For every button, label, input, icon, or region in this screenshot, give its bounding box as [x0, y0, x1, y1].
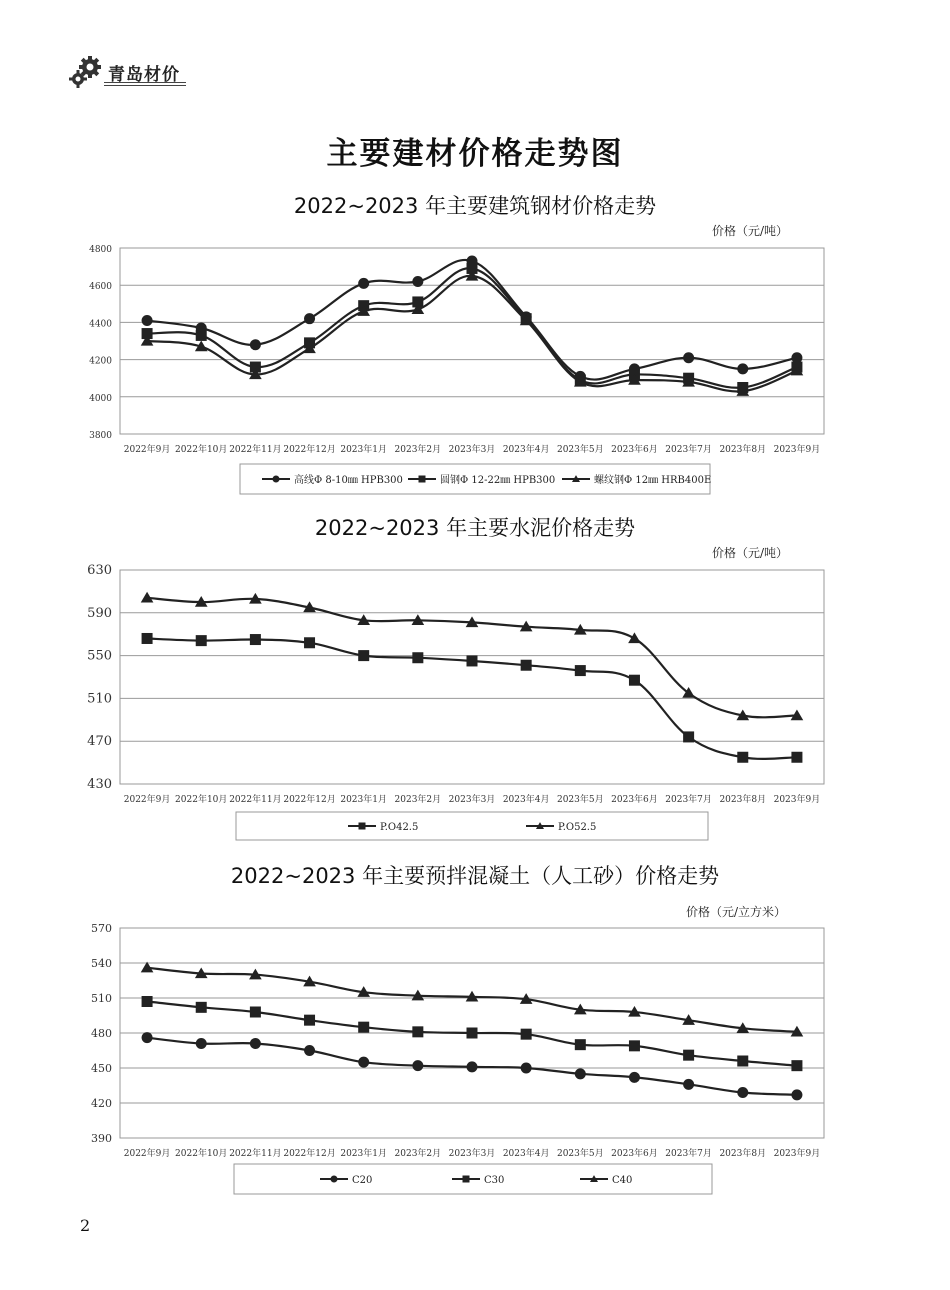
legend-marker: [359, 823, 366, 830]
x-tick-label: 2022年9月: [123, 1149, 171, 1159]
y-tick-label: 470: [87, 734, 112, 750]
x-tick-label: 2023年8月: [719, 1149, 767, 1159]
legend-marker: [273, 476, 280, 483]
data-point: [412, 1060, 423, 1071]
x-tick-label: 2023年5月: [556, 1149, 604, 1159]
data-point: [683, 731, 694, 742]
cement-chart-title: 2022~2023 年主要水泥价格走势: [314, 516, 636, 540]
x-tick-label: 2023年3月: [448, 1149, 496, 1159]
y-tick-label: 390: [91, 1132, 112, 1145]
data-point: [737, 1056, 748, 1067]
page-title: 主要建材价格走势图: [326, 136, 624, 172]
data-point: [521, 1063, 532, 1074]
x-tick-label: 2023年1月: [340, 1149, 388, 1159]
data-point: [737, 752, 748, 763]
data-point: [250, 339, 261, 350]
x-tick-label: 2022年9月: [123, 445, 171, 455]
x-tick-label: 2023年7月: [665, 445, 712, 455]
data-point: [142, 315, 153, 326]
legend-label: C40: [612, 1175, 633, 1186]
y-tick-label: 3800: [89, 431, 112, 441]
x-tick-label: 2022年12月: [283, 795, 336, 805]
y-tick-label: 450: [91, 1062, 112, 1075]
y-tick-label: 4600: [89, 282, 112, 293]
x-tick-label: 2023年6月: [611, 1149, 658, 1159]
concrete-chart-unit: 价格（元/立方米）: [686, 905, 787, 919]
legend: [240, 464, 711, 494]
y-tick-label: 420: [91, 1097, 112, 1110]
data-point: [467, 655, 478, 666]
y-tick-label: 570: [91, 922, 112, 935]
data-point: [358, 650, 369, 661]
data-point: [304, 1015, 315, 1026]
data-point: [629, 675, 640, 686]
y-tick-label: 550: [87, 648, 112, 664]
x-tick-label: 2023年2月: [394, 795, 442, 805]
data-point: [196, 1002, 207, 1013]
concrete-price-chart: [0, 916, 950, 1198]
data-point: [196, 330, 207, 341]
legend-marker: [463, 1176, 470, 1183]
x-tick-label: 2023年5月: [556, 445, 604, 455]
x-tick-label: 2023年4月: [502, 445, 550, 455]
data-point: [575, 1039, 586, 1050]
data-point: [683, 1079, 694, 1090]
data-point: [304, 637, 315, 648]
data-point: [521, 660, 532, 671]
header-rule: [104, 85, 186, 86]
x-tick-label: 2023年6月: [611, 795, 658, 805]
legend-label: P.O52.5: [558, 822, 597, 833]
y-tick-label: 480: [91, 1027, 112, 1040]
data-point: [683, 352, 694, 363]
data-point: [412, 652, 423, 663]
x-tick-label: 2023年1月: [340, 795, 388, 805]
data-point: [250, 634, 261, 645]
data-point: [142, 996, 153, 1007]
data-point: [791, 1089, 802, 1100]
x-tick-label: 2023年7月: [665, 1149, 712, 1159]
data-point: [575, 1068, 586, 1079]
data-point: [142, 633, 153, 644]
gear-icon: [68, 54, 104, 90]
x-tick-label: 2023年3月: [448, 445, 496, 455]
x-tick-label: 2022年11月: [229, 795, 282, 805]
data-point: [791, 752, 802, 763]
data-point: [629, 1040, 640, 1051]
legend-label: 高线Φ 8-10㎜ HPB300: [294, 475, 403, 486]
x-tick-label: 2023年4月: [502, 795, 550, 805]
data-point: [142, 1032, 153, 1043]
legend-label: 圆钢Φ 12-22㎜ HPB300: [440, 475, 556, 486]
cement-price-chart: [0, 558, 950, 842]
y-tick-label: 4000: [89, 393, 112, 404]
x-tick-label: 2023年9月: [773, 445, 821, 455]
x-tick-label: 2023年6月: [611, 445, 658, 455]
legend-label: P.O42.5: [380, 822, 419, 833]
data-point: [250, 1007, 261, 1018]
data-point: [304, 313, 315, 324]
x-tick-label: 2022年9月: [123, 795, 171, 805]
data-point: [521, 1029, 532, 1040]
x-tick-label: 2023年1月: [340, 445, 388, 455]
x-tick-label: 2023年2月: [394, 445, 442, 455]
legend-label: C20: [352, 1175, 373, 1186]
steel-chart-title: 2022~2023 年主要建筑钢材价格走势: [293, 194, 657, 218]
data-point: [683, 1050, 694, 1061]
x-tick-label: 2023年8月: [719, 795, 767, 805]
y-tick-label: 510: [87, 691, 112, 707]
data-point: [737, 363, 748, 374]
y-tick-label: 4400: [89, 319, 112, 330]
data-point: [629, 1072, 640, 1083]
data-point: [467, 1028, 478, 1039]
legend-label: 螺纹钢Φ 12㎜ HRB400E: [594, 475, 712, 486]
y-tick-label: 510: [91, 992, 112, 1005]
data-point: [575, 665, 586, 676]
cement-chart-unit: 价格（元/吨）: [712, 546, 789, 560]
x-tick-label: 2022年12月: [283, 1149, 336, 1159]
y-tick-label: 590: [87, 605, 112, 621]
legend-marker: [331, 1176, 338, 1183]
legend-marker: [419, 476, 426, 483]
x-tick-label: 2022年10月: [175, 795, 228, 805]
data-point: [304, 1045, 315, 1056]
x-tick-label: 2023年5月: [556, 795, 604, 805]
x-tick-label: 2023年9月: [773, 1149, 821, 1159]
y-tick-label: 630: [87, 563, 112, 578]
x-tick-label: 2023年3月: [448, 795, 496, 805]
legend: [234, 1164, 712, 1194]
data-point: [412, 276, 423, 287]
data-point: [358, 1057, 369, 1068]
x-tick-label: 2022年11月: [229, 1149, 282, 1159]
x-tick-label: 2023年9月: [773, 795, 821, 805]
data-point: [196, 1038, 207, 1049]
y-tick-label: 4200: [89, 356, 112, 367]
steel-chart-unit: 价格（元/吨）: [712, 224, 789, 238]
x-tick-label: 2023年8月: [719, 445, 767, 455]
data-point: [358, 1022, 369, 1033]
legend-label: C30: [484, 1175, 505, 1186]
brand-name: 青岛材价: [108, 65, 180, 85]
x-tick-label: 2022年10月: [175, 445, 228, 455]
y-tick-label: 540: [91, 957, 112, 970]
data-point: [250, 1038, 261, 1049]
data-point: [791, 1060, 802, 1071]
data-point: [196, 635, 207, 646]
steel-price-chart: [0, 236, 950, 498]
data-point: [737, 1087, 748, 1098]
x-tick-label: 2022年10月: [175, 1149, 228, 1159]
y-tick-label: 430: [87, 777, 112, 792]
concrete-chart-title: 2022~2023 年主要预拌混凝土（人工砂）价格走势: [230, 864, 720, 888]
legend-box: [236, 812, 708, 840]
data-point: [358, 278, 369, 289]
x-tick-label: 2022年12月: [283, 445, 336, 455]
x-tick-label: 2023年4月: [502, 1149, 550, 1159]
x-tick-label: 2023年2月: [394, 1149, 442, 1159]
x-tick-label: 2023年7月: [665, 795, 712, 805]
data-point: [412, 1026, 423, 1037]
x-tick-label: 2022年11月: [229, 445, 282, 455]
legend: [236, 812, 708, 840]
data-point: [467, 1061, 478, 1072]
page-header: [68, 54, 188, 94]
y-tick-label: 4800: [89, 245, 112, 255]
header-rule: [104, 82, 186, 83]
page-number: 2: [80, 1216, 91, 1235]
